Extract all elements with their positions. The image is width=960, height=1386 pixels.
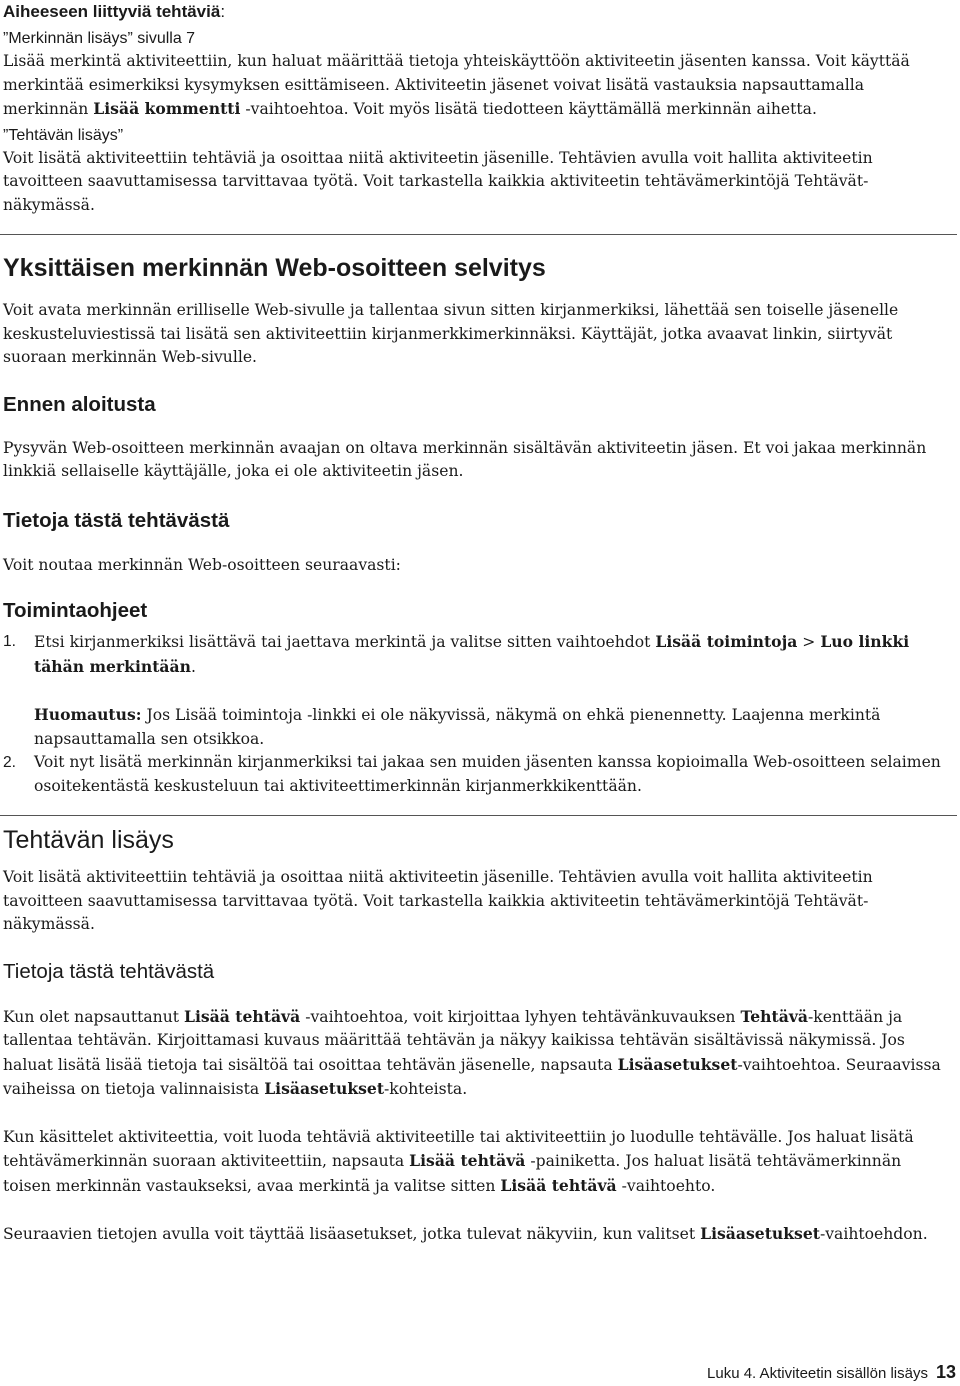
step-text-part: Etsi kirjanmerkiksi lisättävä tai jaettava merkintä ja valitse sitten vaihtoehdot — [34, 633, 656, 651]
page-footer — [707, 1362, 956, 1383]
footer-chapter: Luku 4. Aktiviteetin sisällön lisäys — [707, 1365, 928, 1382]
note-text: Jos Lisää toimintoja -linkki ei ole näkyvissä, näkymä on ehkä pienennetty. Laajenna merkintä napsauttamalla sen otsikkoa. — [34, 706, 881, 748]
section2-paragraph-2 — [3, 1126, 953, 1199]
section2-intro: Voit lisätä aktiviteettiin tehtäviä ja osoittaa niitä aktiviteetin jäsenille. Tehtävien avulla voit hallita aktiviteetin tavoitteen saavuttamisessa tarvittavaa työtä. Voit tarkastella kaikkia aktiviteetin tehtävämerkintöjä Tehtävät-näkymässä. — [3, 868, 873, 933]
related-link-tehtavan-lisays-desc: Voit lisätä aktiviteettiin tehtäviä ja osoittaa niitä aktiviteetin jäsenille. Tehtävien avulla voit hallita aktiviteetin tavoitteen saavuttamisessa tarvittavaa työtä. Voit tarkastella kaikkia aktiviteetin tehtävämerkintöjä Tehtävät-näkymässä. — [3, 148, 873, 214]
text-part: -vaihtoehto. — [616, 1176, 716, 1195]
ui-label-more-options: Lisäasetukset — [617, 1054, 738, 1074]
related-tasks-heading-text: Aiheeseen liittyviä tehtäviä — [3, 2, 221, 21]
related-tasks — [3, 0, 953, 217]
text-part: -vaihtoehdon. — [819, 1225, 928, 1243]
related-link-tehtavan-lisays[interactable]: ”Tehtävän lisäys” — [3, 126, 124, 144]
ui-label-add-task: Lisää tehtävä — [500, 1175, 617, 1195]
ui-label-add-task: Lisää tehtävä — [183, 1006, 301, 1026]
ui-label-more-options: Lisäasetukset — [700, 1224, 820, 1243]
page-number: 13 — [935, 1362, 956, 1382]
section2-paragraph-1 — [3, 1005, 953, 1102]
text-part: Kun käsittelet aktiviteettia, voit luoda tehtäviä aktiviteetille tai aktiviteettiin jo luodulle tehtävälle. Jos haluat lisätä tehtävämerkinnän suoraan aktiviteettiin, napsauta — [3, 1127, 914, 1170]
section-divider — [0, 234, 957, 235]
about-task-heading-2: Tietoja tästä tehtävästä — [3, 959, 215, 983]
desc-text: Lisää merkintä aktiviteettiin, kun haluat määrittää tietoja yhteiskäyttöön aktiviteetin jäsenten kanssa. Voit käyttää merkintää esimerkiksi kysymyksen esittämiseen. Aktiviteetin jäsenet voivat lisätä vastauksia napsauttamalla merkinnän — [3, 52, 910, 118]
document-page — [3, 0, 953, 1247]
text-part: -painiketta. Jos haluat lisätä tehtävämerkinnän toisen merkinnän vastaukseksi, avaa merkintä ja valitse sitten — [3, 1152, 902, 1195]
text-part: -vaihtoehtoa. Seuraavissa vaiheissa on tietoja valinnaisista — [3, 1055, 941, 1098]
note-label: Huomautus: — [34, 705, 142, 724]
step-text: Voit nyt lisätä merkinnän kirjanmerkiksi tai jakaa sen muiden jäsenten kanssa kopioimalla Web-osoitteen selaimen osoitekentästä keskusteluun tai aktiviteettimerkinnän kirjanmerkkikenttään. — [34, 753, 941, 795]
step-text — [34, 630, 953, 679]
step-number: 2. — [3, 754, 17, 771]
related-link-merkinnan-lisays-desc — [3, 50, 953, 122]
step-note — [34, 703, 953, 751]
step-number: 1. — [3, 633, 17, 650]
about-task-text: Voit noutaa merkinnän Web-osoitteen seuraavasti: — [3, 555, 401, 574]
desc-text: -vaihtoehtoa. Voit myös lisätä tiedotteen käyttämällä merkinnän aihetta. — [240, 100, 817, 118]
step-text-part: . — [190, 657, 196, 676]
text-part: -kohteista. — [384, 1080, 468, 1098]
related-tasks-heading — [3, 0, 953, 24]
procedure-steps — [3, 630, 953, 798]
procedure-heading: Toimintaohjeet — [3, 599, 148, 622]
menu-path-separator: > — [797, 633, 821, 651]
ui-label-task-field: Tehtävä — [740, 1006, 808, 1026]
ui-label-add-task: Lisää tehtävä — [409, 1151, 526, 1170]
procedure-step-2 — [3, 751, 953, 798]
section-title-web-address: Yksittäisen merkinnän Web-osoitteen selvitys — [3, 254, 546, 282]
section-intro: Voit avata merkinnän erilliselle Web-sivulle ja tallentaa sivun sitten kirjanmerkiksi, lähettää sen toiselle jäsenelle keskusteluviestissä tai lisätä sen aktiviteettiin kirjanmerkkimerkinnäksi. Käyttäjät, jotka avaavat linkin, siirtyvät suoraan merkinnän Web-sivulle. — [3, 301, 899, 366]
menu-path-more-actions: Lisää toimintoja — [655, 632, 798, 651]
procedure-step-1 — [3, 630, 953, 751]
text-part: -kenttään ja tallentaa tehtävän. Kirjoittamasi kuvaus määrittää tehtävän ja näkyy kaikissa tehtävän sisältävissä näkymissä. Jos haluat lisätä lisää tietoja tai sisältöä tai osoittaa tehtävän jäsenelle, napsauta — [3, 1007, 905, 1074]
related-link-merkinnan-lisays[interactable]: ”Merkinnän lisäys” sivulla 7 — [3, 30, 196, 47]
text-part: Kun olet napsauttanut — [3, 1007, 184, 1026]
section-title-add-task: Tehtävän lisäys — [3, 826, 174, 854]
text-part: -vaihtoehtoa, voit kirjoittaa lyhyen tehtävänkuvauksen — [300, 1007, 741, 1026]
about-task-heading: Tietoja tästä tehtävästä — [3, 508, 230, 532]
before-you-begin-heading: Ennen aloitusta — [3, 392, 156, 416]
menu-path-create-link: Luo linkki tähän merkintään — [34, 632, 910, 676]
ui-label-more-options: Lisäasetukset — [264, 1079, 385, 1098]
desc-bold: Lisää kommentti — [93, 99, 241, 118]
section-divider — [0, 815, 957, 816]
section2-paragraph-3 — [3, 1222, 953, 1247]
before-you-begin-text: Pysyvän Web-osoitteen merkinnän avaajan on oltava merkinnän sisältävän aktiviteetin jäsen. Et voi jakaa merkinnän linkkiä sellaiselle käyttäjälle, joka ei ole aktiviteetin jäsen. — [3, 438, 927, 480]
text-part: Seuraavien tietojen avulla voit täyttää lisäasetukset, jotka tulevat näkyviin, kun valitset — [3, 1225, 701, 1243]
related-tasks-heading-colon: : — [220, 2, 226, 21]
